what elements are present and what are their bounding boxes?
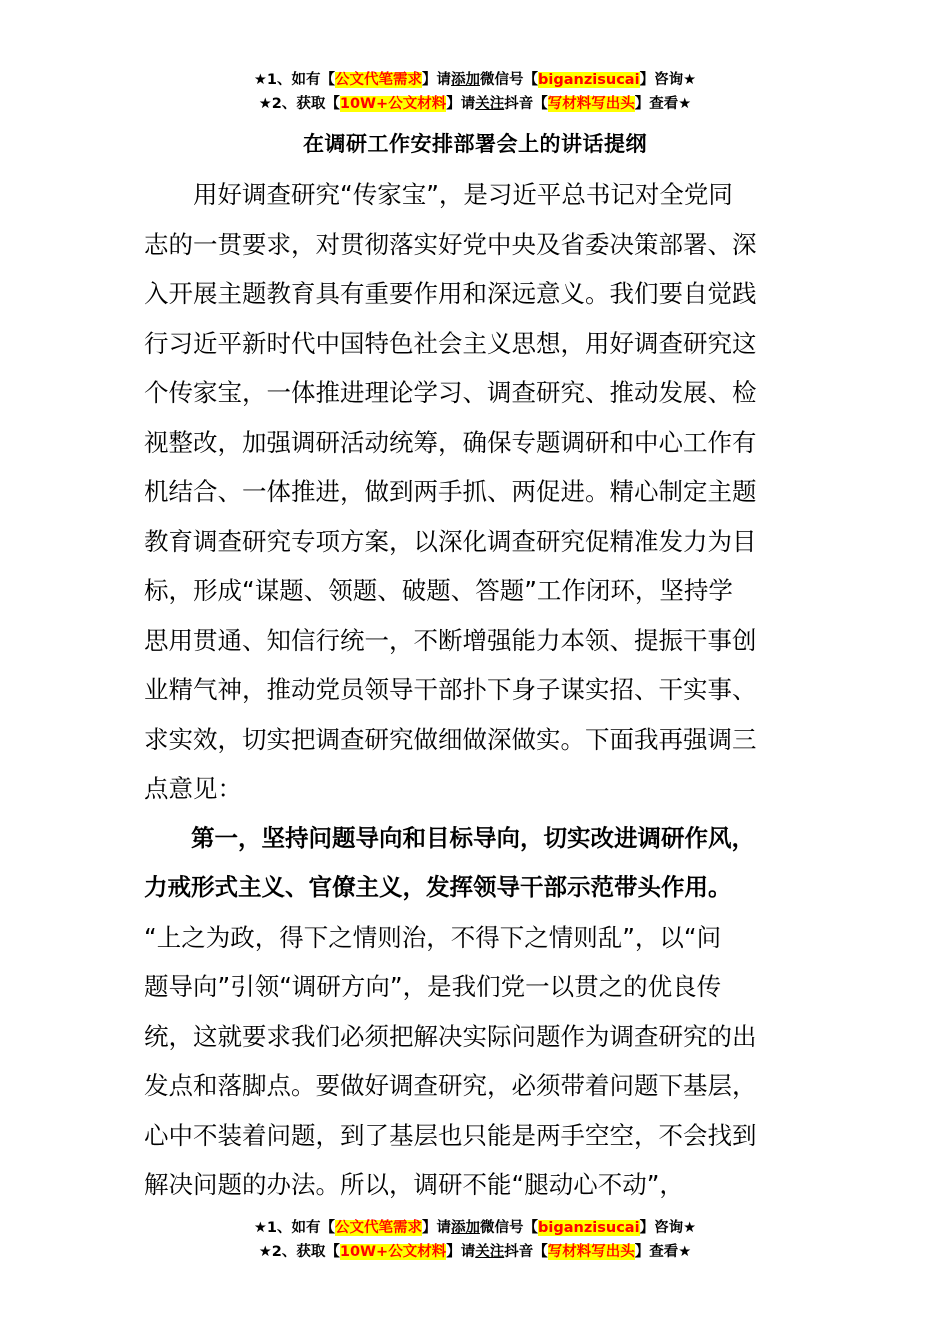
promo-text: 微信号【 — [480, 72, 539, 88]
promo-highlight: 公文代笔需求 — [335, 72, 423, 88]
promo-underlined: 关注 — [475, 1244, 505, 1260]
body-line: 点意见： — [144, 774, 242, 803]
promo-text: 】咨询★ — [639, 72, 697, 88]
body-line: 用好调查研究“传家宝”，是习近平总书记对全党同 — [144, 180, 733, 209]
promo-text: 抖音【 — [504, 96, 548, 112]
body-line: 解决问题的办法。所以，调研不能“腿动心不动”， — [144, 1170, 684, 1199]
body-line: 心中不装着问题，到了基层也只能是两手空空，不会找到 — [144, 1120, 757, 1150]
promo-underlined: 添加 — [451, 72, 481, 88]
body-line: 教育调查研究专项方案，以深化调查研究促精准发力为目 — [144, 526, 757, 556]
body-line: 求实效，切实把调查研究做细做深做实。下面我再强调三 — [144, 724, 757, 754]
promo-text: ★1、如有【 — [253, 72, 336, 88]
body-line: 个传家宝，一体推进理论学习、调查研究、推动发展、检 — [144, 378, 757, 407]
body-line: “上之为政，得下之情则治，不得下之情则乱”，以“问 — [144, 922, 722, 952]
promo-line-2 — [0, 1240, 950, 1264]
section-heading-line: 第一，坚持问题导向和目标导向，切实改进调研作风， — [144, 823, 755, 852]
body-line: 业精气神，推动党员领导干部扑下身子谋实招、干实事、 — [144, 675, 757, 704]
promo-text: ★2、获取【 — [258, 1244, 340, 1260]
body-line: 发点和落脚点。要做好调查研究，必须带着问题下基层， — [144, 1071, 757, 1100]
body-line: 标，形成“谋题、领题、破题、答题”工作闭环，坚持学 — [144, 576, 733, 605]
document-title: 在调研工作安排部署会上的讲话提纲 — [303, 132, 647, 156]
promo-wechat-id: biganzisucai — [538, 1220, 640, 1236]
promo-text: ★2、获取【 — [258, 96, 340, 112]
promo-wechat-id: biganzisucai — [538, 72, 640, 88]
header-promo-banner — [0, 68, 950, 116]
promo-douyin-account: 写材料写出头 — [547, 96, 635, 112]
promo-text: 】请 — [446, 1244, 476, 1260]
body-line: 行习近平新时代中国特色社会主义思想，用好调查研究这 — [144, 328, 757, 358]
body-line: 机结合、一体推进，做到两手抓、两促进。精心制定主题 — [144, 477, 757, 506]
promo-text: 】咨询★ — [639, 1220, 697, 1236]
promo-underlined: 关注 — [475, 96, 505, 112]
promo-text: 】请 — [446, 96, 476, 112]
body-line: 思用贯通、知信行统一，不断增强能力本领、提振干事创 — [144, 625, 757, 655]
body-line: 视整改，加强调研活动统筹，确保专题调研和中心工作有 — [144, 427, 757, 457]
body-line: 统，这就要求我们必须把解决实际问题作为调查研究的出 — [144, 1021, 757, 1051]
promo-text: 】请 — [422, 1220, 452, 1236]
body-line: 入开展主题教育具有重要作用和深远意义。我们要自觉践 — [144, 279, 757, 308]
promo-highlight: 10W+公文材料 — [339, 96, 447, 112]
promo-text: 】查看★ — [634, 1244, 692, 1260]
promo-douyin-account: 写材料写出头 — [547, 1244, 635, 1260]
promo-text: 】请 — [422, 72, 452, 88]
promo-line-1 — [0, 1216, 950, 1240]
footer-promo-banner — [0, 1216, 950, 1264]
promo-highlight: 10W+公文材料 — [339, 1244, 447, 1260]
promo-text: ★1、如有【 — [253, 1220, 336, 1236]
body-line: 志的一贯要求，对贯彻落实好党中央及省委决策部署、深 — [144, 229, 757, 259]
body-line: 题导向”引领“调研方向”，是我们党一以贯之的优良传 — [144, 972, 722, 1001]
promo-underlined: 添加 — [451, 1220, 481, 1236]
promo-line-1 — [0, 68, 950, 92]
promo-line-2 — [0, 92, 950, 116]
promo-text: 抖音【 — [504, 1244, 548, 1260]
promo-text: 】查看★ — [634, 96, 692, 112]
promo-highlight: 公文代笔需求 — [335, 1220, 423, 1236]
promo-text: 微信号【 — [480, 1220, 539, 1236]
document-body — [144, 170, 824, 1210]
section-heading-line: 力戒形式主义、官僚主义，发挥领导干部示范带头作用。 — [144, 873, 732, 901]
